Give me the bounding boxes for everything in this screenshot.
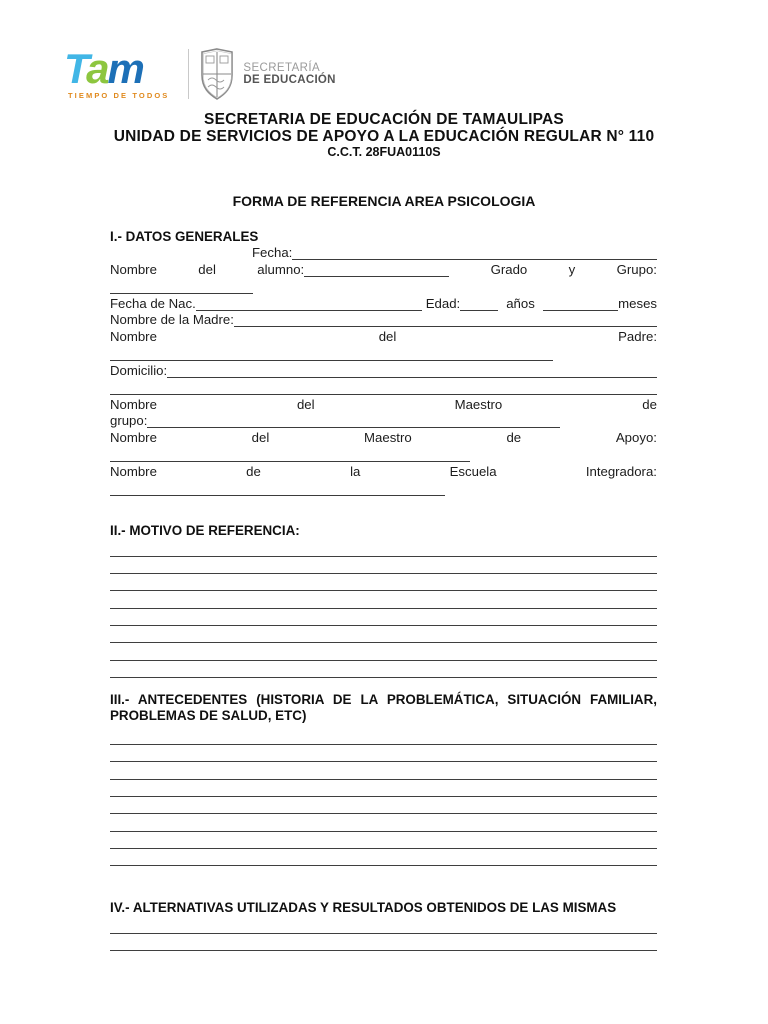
escuela-word: de: [246, 463, 261, 479]
ruled-blank-line: [110, 934, 657, 951]
secretaria-label-line2: DE EDUCACIÓN: [243, 74, 336, 86]
ruled-blank-line: [110, 661, 657, 678]
ruled-blank-line: [110, 814, 657, 831]
field-maestro-grupo: [110, 395, 657, 412]
tam-wordmark: [64, 44, 143, 92]
tam-letter-t: T: [64, 44, 87, 92]
field-fecha-nacimiento: [110, 294, 657, 311]
anios-blank-line: [543, 294, 618, 311]
logo-header: [64, 45, 768, 103]
section-heading-alternativas: IV.- ALTERNATIVAS UTILIZADAS Y RESULTADOS OBTENIDOS DE LAS MISMAS: [110, 900, 617, 916]
ruled-blank-line: [110, 780, 657, 797]
alumno-word: del: [198, 261, 216, 277]
tam-letter-m: m: [107, 44, 143, 92]
field-grupo: [110, 412, 657, 429]
tam-letter-a: a: [86, 44, 108, 92]
org-title-line2: UNIDAD DE SERVICIOS DE APOYO A LA EDUCACIÓN REGULAR N° 110: [113, 128, 655, 145]
coat-of-arms-icon: [198, 47, 236, 101]
grado-word: Grupo:: [616, 261, 657, 277]
field-nombre-madre: [110, 311, 657, 328]
field-maestro-apoyo: [110, 428, 657, 445]
domicilio-blank-line: [167, 361, 657, 378]
ruled-blank-line: [110, 797, 657, 814]
fecha-blank-line: [292, 244, 657, 261]
cct-number: C.C.T. 28FUA0110S: [327, 145, 441, 159]
form-title: FORMA DE REFERENCIA AREA PSICOLOGIA: [232, 193, 536, 209]
ruled-blank-line: [110, 591, 657, 608]
escuela-word: la: [350, 463, 361, 479]
ruled-blank-line: [110, 832, 657, 849]
ruled-blank-line: [110, 557, 657, 574]
fecha-label: Fecha:: [252, 245, 293, 260]
madre-blank-line: [234, 311, 657, 328]
maestro-apoyo-word: Maestro: [364, 429, 412, 445]
ruled-blank-line: [110, 745, 657, 762]
section-heading-datos-generales: I.- DATOS GENERALES: [110, 228, 259, 244]
ruled-blank-line: [110, 917, 657, 934]
maestro-grupo-word: Maestro: [454, 396, 503, 412]
grado-grupo-blank-line: [110, 277, 253, 295]
secretaria-label-line1: SECRETARÍA: [243, 62, 321, 74]
section-heading-antecedentes-line2: PROBLEMAS DE SALUD, ETC): [110, 707, 307, 723]
ruled-blank-line: [110, 609, 657, 626]
antecedentes-writing-lines: [110, 728, 657, 866]
ruled-blank-line: [110, 574, 657, 591]
escuela-blank-line: [110, 479, 445, 497]
field-escuela-integradora: [110, 462, 657, 479]
domicilio-blank-line-2: [110, 378, 657, 396]
maestro-apoyo-word: Nombre: [110, 429, 157, 445]
secretaria-label: [243, 62, 335, 86]
alternativas-writing-lines: [110, 917, 657, 952]
maestro-apoyo-blank-line: [110, 445, 470, 463]
grupo-label: grupo:: [110, 413, 148, 428]
edad-label: Edad:: [425, 295, 461, 311]
ruled-blank-line: [110, 540, 657, 557]
ruled-blank-line: [110, 728, 657, 745]
fecha-nac-blank-line: [196, 294, 422, 311]
maestro-apoyo-word: de: [506, 429, 522, 445]
alumno-word: Nombre: [110, 261, 157, 277]
padre-blank-line: [110, 344, 553, 362]
org-title-block: [0, 111, 768, 160]
grado-word: y: [568, 261, 576, 277]
grado-word: Grado: [490, 261, 528, 277]
alumno-label-line: [257, 262, 449, 277]
alumno-word: alumno:: [257, 261, 305, 277]
field-nombre-alumno: [110, 260, 657, 277]
edad-blank-line: [460, 294, 498, 311]
escuela-word: Integradora:: [585, 463, 657, 479]
section-heading-motivo-referencia: II.- MOTIVO DE REFERENCIA:: [110, 523, 300, 538]
padre-word: Nombre: [110, 328, 157, 344]
tam-logo: [64, 44, 170, 100]
alumno-blank-line: [304, 262, 449, 277]
grupo-blank-line: [147, 412, 560, 429]
motivo-writing-lines: [110, 540, 657, 678]
padre-word: del: [378, 328, 397, 344]
maestro-grupo-word: del: [296, 396, 315, 412]
ruled-blank-line: [110, 626, 657, 643]
domicilio-label: Domicilio:: [110, 362, 168, 378]
tam-tagline: TIEMPO DE TODOS: [68, 90, 170, 100]
field-domicilio: [110, 361, 657, 378]
meses-label: meses: [618, 295, 657, 311]
maestro-apoyo-word: Apoyo:: [615, 429, 657, 445]
maestro-grupo-word: Nombre: [110, 396, 157, 412]
logo-divider: [188, 49, 189, 99]
field-nombre-padre: [110, 327, 657, 344]
org-title-line1: SECRETARIA DE EDUCACIÓN DE TAMAULIPAS: [204, 111, 564, 128]
field-fecha: [110, 244, 657, 261]
escuela-word: Nombre: [110, 463, 157, 479]
ruled-blank-line: [110, 762, 657, 779]
maestro-apoyo-word: del: [251, 429, 270, 445]
section-heading-antecedentes: III.- ANTECEDENTES (HISTORIA DE LA PROBLEMÁTICA, SITUACIÓN FAMILIAR,: [110, 691, 657, 707]
padre-word: Padre:: [618, 328, 657, 344]
fecha-nac-label: Fecha de Nac.: [110, 295, 196, 311]
madre-label: Nombre de la Madre:: [110, 312, 234, 327]
ruled-blank-line: [110, 849, 657, 866]
maestro-grupo-word: de: [642, 396, 657, 412]
ruled-blank-line: [110, 643, 657, 660]
escuela-word: Escuela: [449, 463, 497, 479]
form-body: [110, 227, 657, 951]
anios-label: años: [506, 295, 535, 311]
